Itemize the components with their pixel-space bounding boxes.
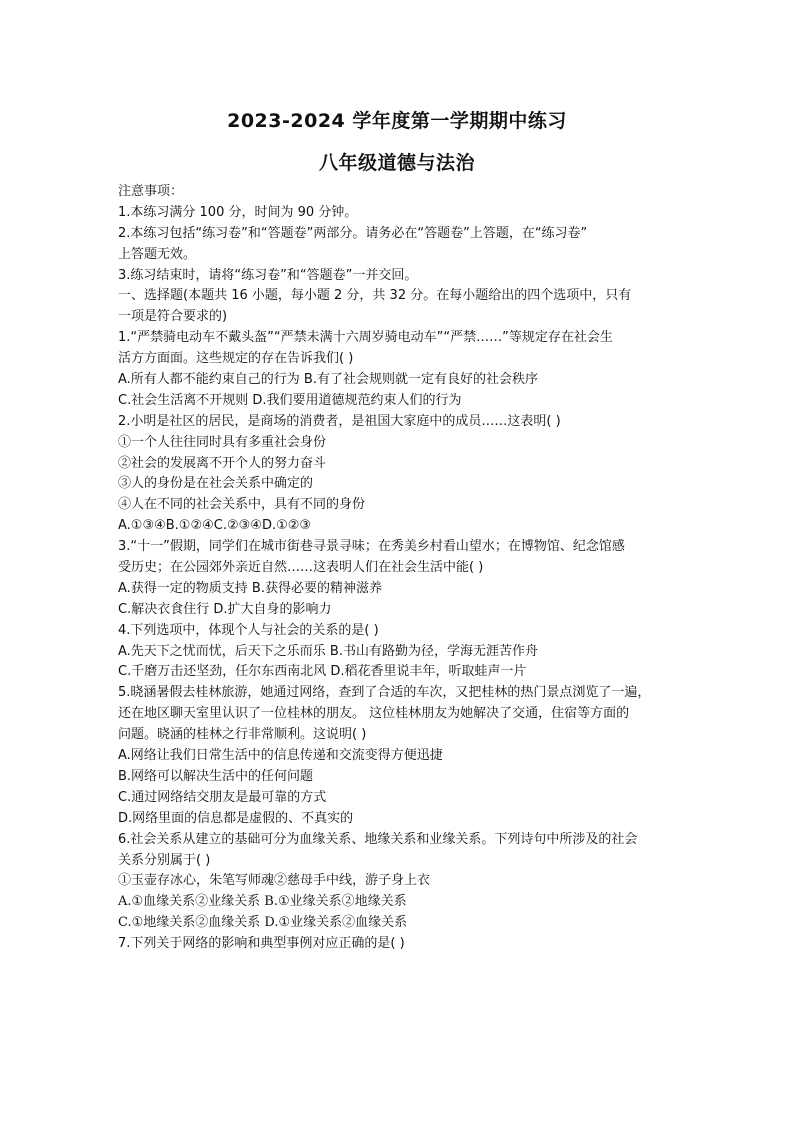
notice-item: 3.练习结束时，请将“练习卷”和“答题卷”一并交回。 <box>118 267 418 283</box>
question-5-option-a: A.网络让我们日常生活中的信息传递和交流变得方便迅捷 <box>118 748 443 764</box>
question-1-stem: 1.“严禁骑电动车不戴头盔”“严禁未满十六周岁骑电动车”“严禁……”等规定存在社会生 <box>118 330 613 346</box>
question-7-stem: 7.下列关于网络的影响和典型事例对应正确的是( ) <box>118 936 405 952</box>
question-3-stem: 3.“十一”假期，同学们在城市街巷寻景寻味；在秀美乡村看山望水；在博物馆、纪念馆感 <box>118 539 625 555</box>
question-2-statement: ②社会的发展离不开个人的努力奋斗 <box>118 455 327 471</box>
question-5-option-c: C.通过网络结交朋友是最可靠的方式 <box>118 789 327 805</box>
question-3-options: C.解决衣食住行 D.扩大自身的影响力 <box>118 601 332 617</box>
question-6-options: A.①血缘关系②业缘关系 B.①业缘关系②地缘关系 <box>118 894 407 910</box>
question-6-stem: 6.社会关系从建立的基础可分为血缘关系、地缘关系和业缘关系。下列诗句中所涉及的社会 <box>118 831 638 847</box>
question-5-stem: 5.晓涵暑假去桂林旅游，她通过网络，查到了合适的车次，又把桂林的热门景点浏览了一遍， <box>118 685 651 701</box>
page-subtitle: 八年级道德与法治 <box>318 152 475 174</box>
question-2-options: A.①③④B.①②④C.②③④D.①②③ <box>118 518 312 534</box>
question-3-options: A.获得一定的物质支持 B.获得必要的精神滋养 <box>118 580 382 596</box>
question-2-statement: ①一个人往往同时具有多重社会身份 <box>118 434 327 450</box>
question-2-statement: ③人的身份是在社会关系中确定的 <box>118 476 314 492</box>
question-6-poem: ①玉壶存冰心，朱笔写师魂②慈母手中线，游子身上衣 <box>118 873 431 889</box>
question-1-options: C.社会生活离不开规则 D.我们要用道德规范约束人们的行为 <box>118 392 462 408</box>
page-title: 2023-2024 学年度第一学期期中练习 <box>227 110 567 132</box>
question-4-options: C.千磨万击还坚劲，任尔东西南北风 D.稻花香里说丰年，听取蛙声一片 <box>118 664 527 680</box>
question-3-stem-cont: 受历史；在公园郊外亲近自然……这表明人们在社会生活中能( ) <box>118 560 484 576</box>
exam-body <box>118 182 690 955</box>
question-4-stem: 4.下列选项中，体现个人与社会的关系的是( ) <box>118 622 379 638</box>
question-4-options: A.先天下之忧而忧，后天下之乐而乐 B.书山有路勤为径，学海无涯苦作舟 <box>118 643 538 659</box>
question-5-option-b: B.网络可以解决生活中的任何问题 <box>118 768 314 784</box>
question-1-stem-cont: 活方方面面。这些规定的存在告诉我们( ) <box>118 351 354 367</box>
section-heading-cont: 一项是符合要求的) <box>118 309 228 325</box>
question-6-stem-cont: 关系分别属于( ) <box>118 852 211 868</box>
section-heading: 一、选择题(本题共 16 小题，每小题 2 分，共 32 分。在每小题给出的四个选项中，只有 <box>118 288 632 304</box>
notice-item: 2.本练习包括“练习卷”和“答题卷”两部分。请务必在“答题卷”上答题，在“练习卷” <box>118 225 588 241</box>
question-5-stem-cont: 还在地区聊天室里认识了一位桂林的朋友。 这位桂林朋友为她解决了交通，住宿等方面的 <box>118 706 630 722</box>
notice-item: 上答题无效。 <box>118 246 197 262</box>
question-2-stem: 2.小明是社区的居民，是商场的消费者，是祖国大家庭中的成员……这表明( ) <box>118 413 561 429</box>
question-2-statement: ④人在不同的社会关系中，具有不同的身份 <box>118 497 366 513</box>
notice-heading: 注意事项： <box>118 184 184 199</box>
notice-item: 1.本练习满分 100 分，时间为 90 分钟。 <box>118 204 358 220</box>
question-6-options: C.①地缘关系②血缘关系 D.①业缘关系②血缘关系 <box>118 915 408 931</box>
question-5-option-d: D.网络里面的信息都是虚假的、不真实的 <box>118 810 354 826</box>
question-1-options: A.所有人都不能约束自己的行为 B.有了社会规则就一定有良好的社会秩序 <box>118 372 538 388</box>
question-5-stem-cont: 问题。晓涵的桂林之行非常顺利。这说明( ) <box>118 727 367 743</box>
